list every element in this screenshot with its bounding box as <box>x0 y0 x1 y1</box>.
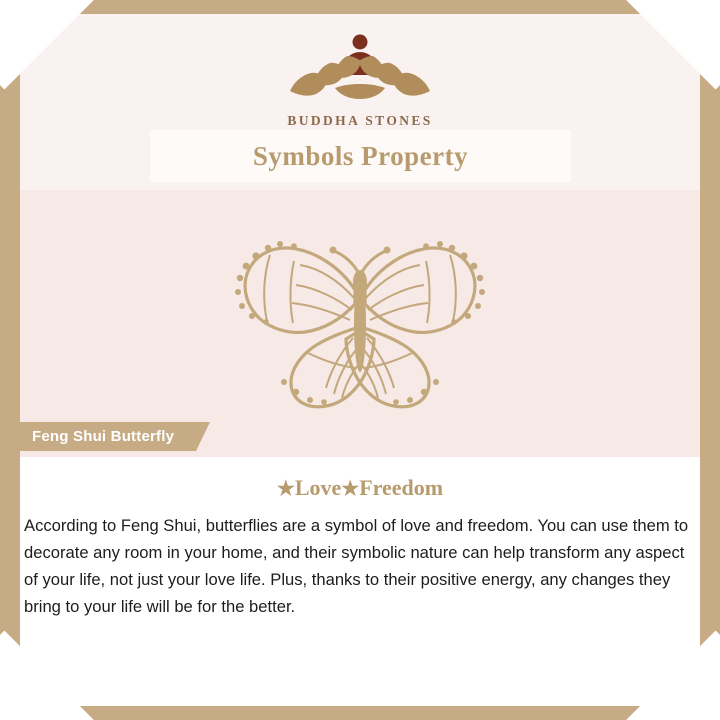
butterfly-illustration-icon <box>210 216 510 431</box>
status-badge <box>20 422 196 451</box>
title-ribbon <box>150 130 571 182</box>
subheading <box>20 475 700 501</box>
lotus-meditation-figure-icon <box>20 28 700 111</box>
brand-logo <box>20 28 700 129</box>
label-tab-text: Feng Shui Butterfly <box>32 428 175 445</box>
page-title: Symbols Property <box>252 140 469 171</box>
hero-image-area <box>20 190 700 457</box>
subheading-freedom: Freedom <box>359 475 444 500</box>
star-icon-left: ★ <box>276 478 295 500</box>
brand-name: BUDDHA STONES <box>287 113 433 128</box>
body-paragraph: According to Feng Shui, butterflies are a symbol of love and freedom. You can use them to decorate any room in your home, and their symbolic nature can help transform any aspect of your life, not just your love life. Plus, thanks to their positive energy, any changes they bring to your life will be for the better. <box>24 516 689 616</box>
subheading-love: Love <box>294 475 342 500</box>
description-panel <box>20 457 700 706</box>
star-icon-mid: ★ <box>341 478 360 500</box>
inner-content-area <box>20 14 700 706</box>
